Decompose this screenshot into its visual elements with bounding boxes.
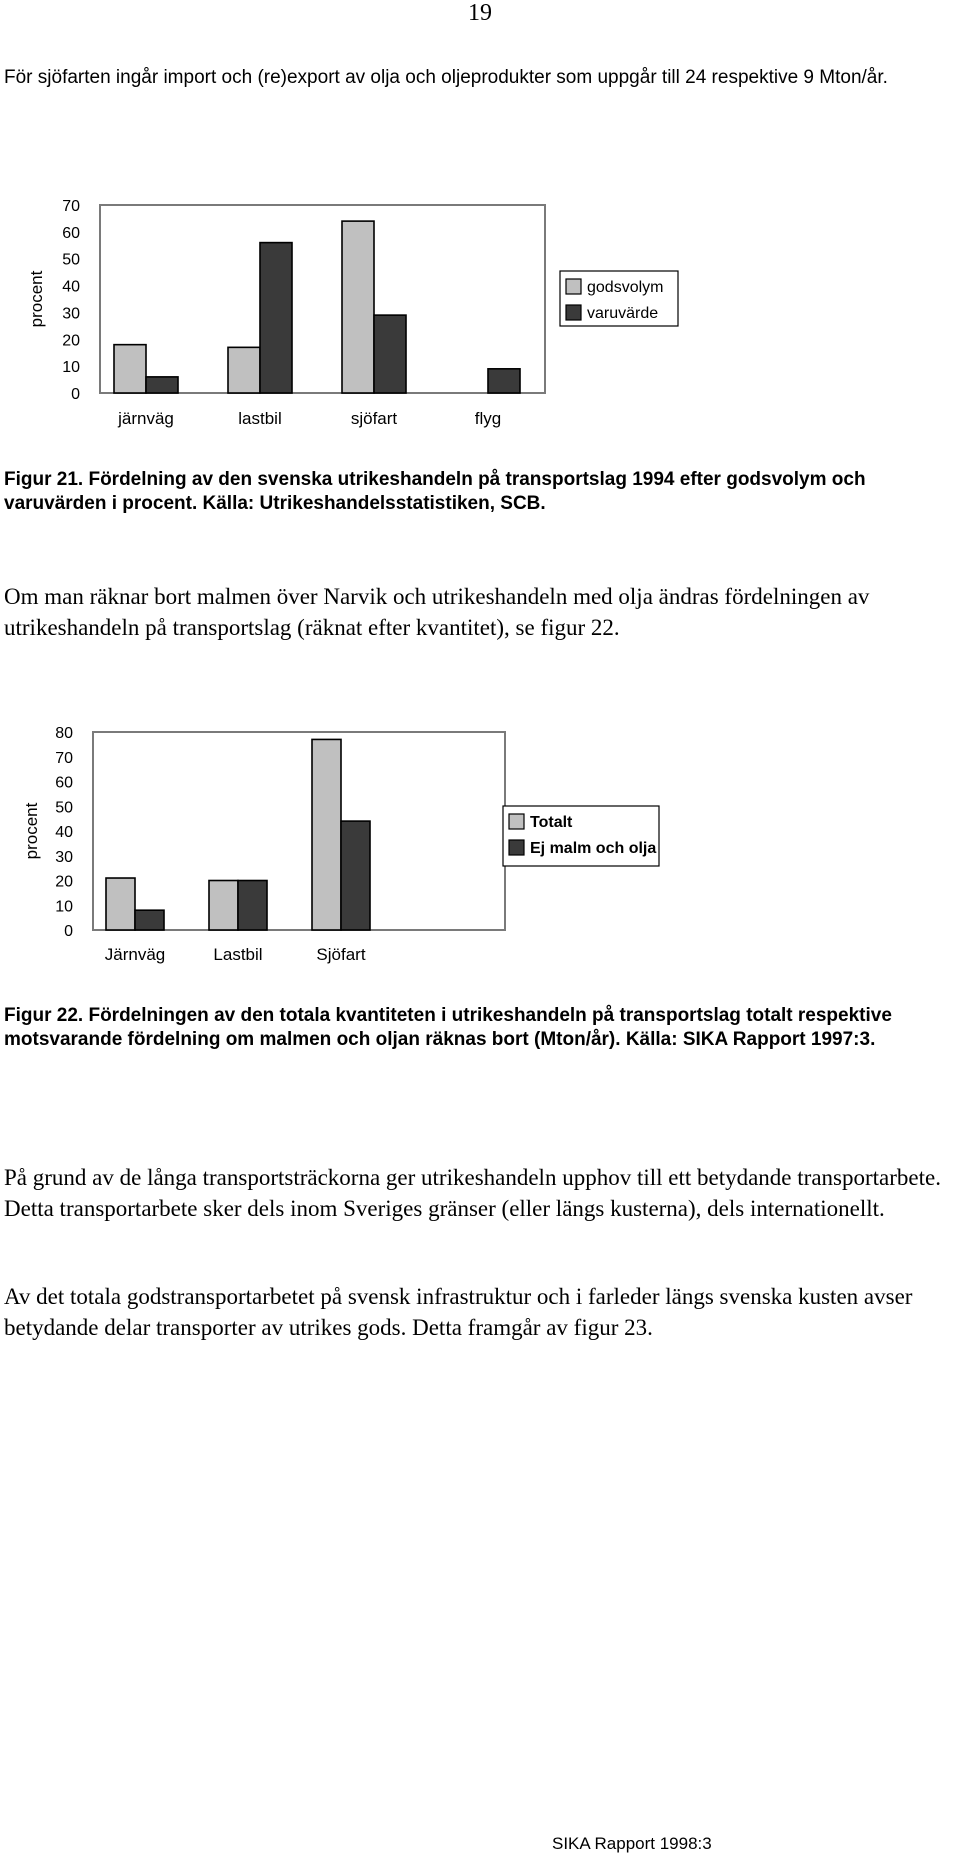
body-paragraph-1: Om man räknar bort malmen över Narvik och utrikeshandeln med olja ändras fördelningen av utrikeshandeln på transportslag (räknat efter kvantitet), se figur 22. bbox=[4, 584, 870, 640]
fig22-bar-lastbil-1 bbox=[238, 881, 267, 931]
figure-21-chart bbox=[0, 180, 960, 440]
fig21-bar-lastbil-0 bbox=[228, 347, 260, 393]
fig21-legend-swatch-1 bbox=[566, 305, 581, 320]
fig22-bar-järnväg-1 bbox=[135, 910, 164, 930]
fig22-y-tick-label: 70 bbox=[55, 749, 73, 767]
figure-21-caption: Figur 21. Fördelning av den svenska utrikeshandeln på transportslag 1994 efter godsvolym och varuvärden i procent. Källa: Utrikeshandelsstatistiken, SCB. bbox=[4, 469, 866, 514]
fig22-legend-label: Ej malm och olja bbox=[530, 840, 657, 857]
footer: SIKA Rapport 1998:3 bbox=[552, 1834, 712, 1853]
fig21-bar-flyg-1 bbox=[488, 369, 520, 393]
body-paragraph-2: På grund av de långa transportsträckorna ger utrikeshandeln upphov till ett betydande transportarbete. Detta transportarbete sker dels inom Sveriges gränser (eller längs kusterna), dels internationellt. bbox=[4, 1165, 941, 1221]
fig22-y-axis-label: procent bbox=[22, 802, 41, 860]
fig21-y-tick-label: 0 bbox=[71, 386, 80, 403]
fig21-y-tick-label: 70 bbox=[62, 198, 80, 215]
fig21-bar-sjöfart-1 bbox=[374, 315, 406, 393]
fig21-bar-sjöfart-0 bbox=[342, 221, 374, 393]
fig22-y-tick-label: 20 bbox=[55, 873, 73, 891]
fig22-bar-sjöfart-0 bbox=[312, 739, 341, 930]
fig21-category-label: lastbil bbox=[238, 409, 282, 428]
fig21-plot-frame bbox=[100, 205, 545, 393]
fig22-legend bbox=[503, 806, 659, 866]
intro-paragraph: För sjöfarten ingår import och (re)export av olja och oljeprodukter som uppgår till 24 respektive 9 Mton/år. bbox=[4, 67, 888, 88]
fig21-y-tick-label: 50 bbox=[62, 251, 80, 269]
fig22-legend-swatch-1 bbox=[509, 840, 524, 855]
fig22-y-tick-label: 10 bbox=[55, 898, 73, 916]
fig22-bar-järnväg-0 bbox=[106, 878, 135, 930]
fig22-legend-swatch-0 bbox=[509, 814, 524, 829]
body-paragraph-3: Av det totala godstransportarbetet på svensk infrastruktur och i farleder längs svenska kusten avser betydande delar transporter av utrikes gods. Detta framgår av figur 23. bbox=[4, 1284, 913, 1340]
fig21-legend-label: varuvärde bbox=[587, 305, 659, 322]
fig22-y-tick-label: 50 bbox=[55, 799, 73, 817]
fig21-category-label: sjöfart bbox=[350, 409, 398, 428]
fig21-legend-label: godsvolym bbox=[587, 279, 664, 296]
fig22-y-tick-label: 40 bbox=[55, 824, 73, 841]
fig22-plot-frame bbox=[93, 732, 505, 930]
fig21-y-tick-label: 60 bbox=[62, 224, 80, 242]
fig21-y-tick-label: 10 bbox=[62, 359, 80, 377]
fig21-bar-järnväg-0 bbox=[114, 345, 146, 393]
fig22-category-label: Sjöfart bbox=[316, 945, 366, 964]
fig21-y-axis-label: procent bbox=[27, 270, 46, 328]
fig22-y-tick-label: 60 bbox=[55, 774, 73, 792]
fig22-category-label: Lastbil bbox=[213, 945, 263, 964]
fig21-y-tick-label: 30 bbox=[62, 305, 80, 323]
figure-22-caption: Figur 22. Fördelningen av den totala kvantiteten i utrikeshandeln på transportslag totalt respektive motsvarande fördelning om malmen och oljan räknas bort (Mton/år). Källa: SIKA Rapport 1997:3. bbox=[4, 1005, 892, 1050]
fig21-legend-swatch-0 bbox=[566, 279, 581, 294]
page-number: 19 bbox=[468, 0, 492, 26]
fig21-bar-lastbil-1 bbox=[260, 243, 292, 393]
fig22-bar-lastbil-0 bbox=[209, 881, 238, 931]
fig21-category-label: flyg bbox=[474, 409, 502, 428]
fig21-y-tick-label: 40 bbox=[62, 278, 80, 296]
fig22-y-tick-label: 80 bbox=[55, 725, 73, 742]
fig22-y-tick-label: 0 bbox=[64, 923, 73, 940]
fig22-legend-label: Totalt bbox=[530, 814, 573, 831]
fig21-category-label: järnväg bbox=[118, 409, 174, 428]
fig22-category-label: Järnväg bbox=[104, 945, 166, 964]
fig21-y-tick-label: 20 bbox=[62, 332, 80, 350]
fig22-y-tick-label: 30 bbox=[55, 848, 73, 866]
figure-22-chart bbox=[0, 720, 960, 980]
fig21-bar-järnväg-1 bbox=[146, 377, 178, 393]
fig22-bar-sjöfart-1 bbox=[341, 821, 370, 930]
